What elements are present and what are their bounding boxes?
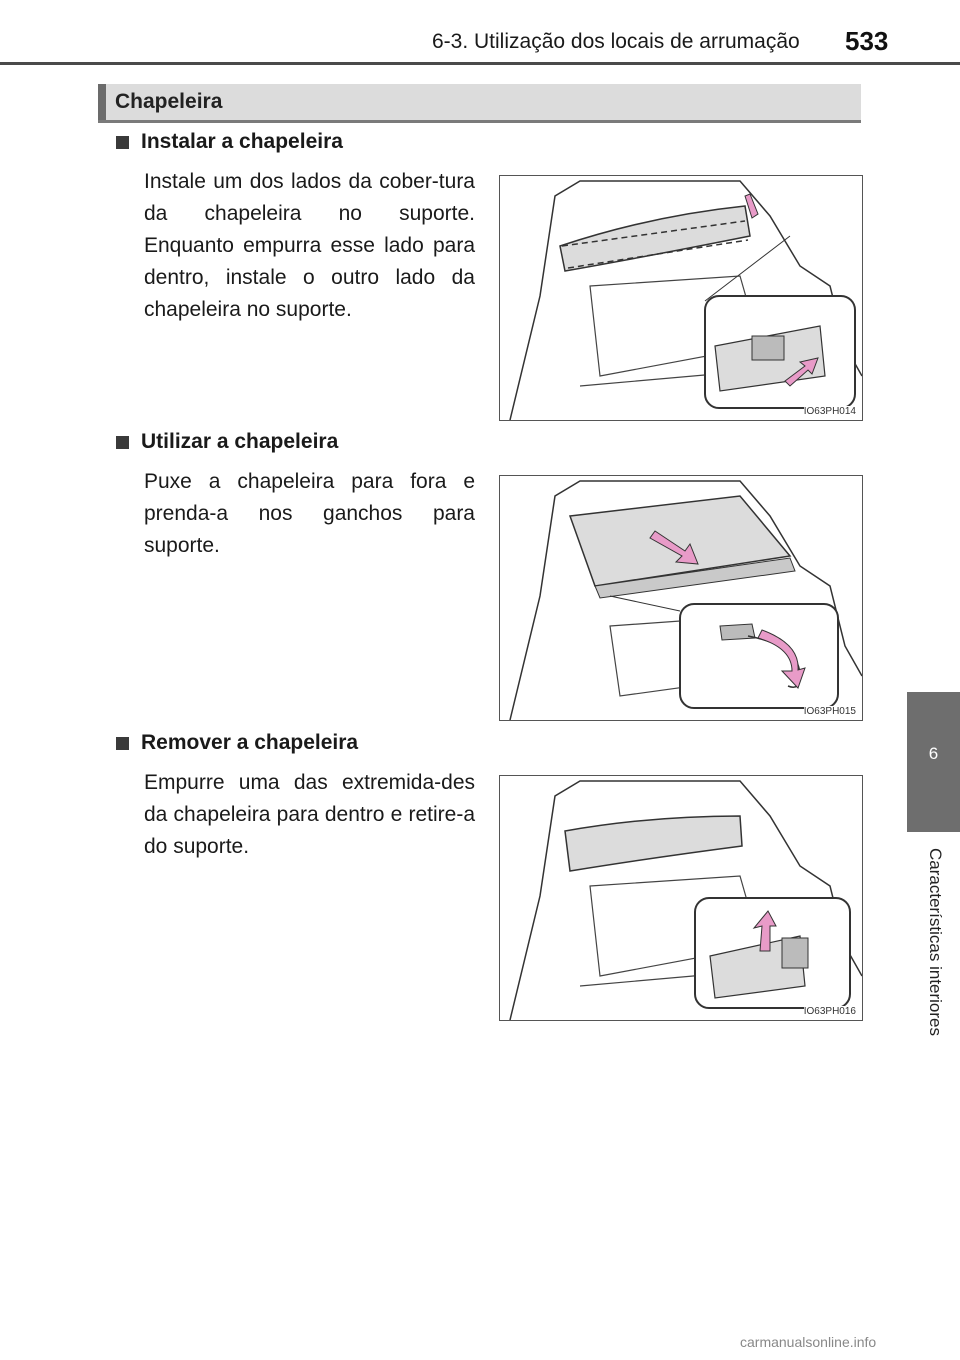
chapter-title: Características interiores [926, 848, 945, 1037]
section-title: Chapeleira [115, 90, 223, 113]
figure-code: IO63PH014 [803, 406, 856, 417]
chapter-tab [907, 692, 960, 832]
section-accent [98, 84, 106, 120]
subheading-label: Utilizar a chapeleira [141, 430, 339, 453]
subheading-use [116, 430, 338, 454]
subheading-install [116, 130, 343, 154]
chapter-number: 6 [928, 744, 939, 763]
instruction-use: Puxe a chapeleira para fora e prenda-a nos ganchos para suporte. [144, 470, 475, 557]
trunk-illustration-remove [500, 776, 862, 1020]
instruction-install: Instale um dos lados da cober-tura da chapeleira no suporte. Enquanto empurra esse lado para dentro, instale o outro lado da chapeleira no suporte. [144, 170, 475, 321]
section-heading-bar [98, 84, 861, 120]
page-number: 533 [845, 26, 889, 56]
bullet-square-icon [116, 737, 129, 750]
watermark: carmanualsonline.info [740, 1334, 877, 1350]
subheading-label: Instalar a chapeleira [141, 130, 343, 153]
figure-use [499, 475, 863, 721]
trunk-illustration-install [500, 176, 862, 420]
trunk-illustration-use [500, 476, 862, 720]
bullet-square-icon [116, 136, 129, 149]
bullet-square-icon [116, 436, 129, 449]
figure-install [499, 175, 863, 421]
running-header: 6-3. Utilização dos locais de arrumação [432, 30, 800, 53]
section-underline [98, 120, 861, 123]
figure-code: IO63PH015 [803, 706, 856, 717]
chapter-title-vertical [921, 848, 945, 1037]
subheading-remove [116, 731, 358, 755]
instruction-remove: Empurre uma das extremida-des da chapeleira para dentro e retire-a do suporte. [144, 771, 475, 858]
subheading-label: Remover a chapeleira [141, 731, 359, 754]
figure-remove [499, 775, 863, 1021]
figure-code: IO63PH016 [803, 1006, 856, 1017]
header-rule [0, 62, 960, 65]
